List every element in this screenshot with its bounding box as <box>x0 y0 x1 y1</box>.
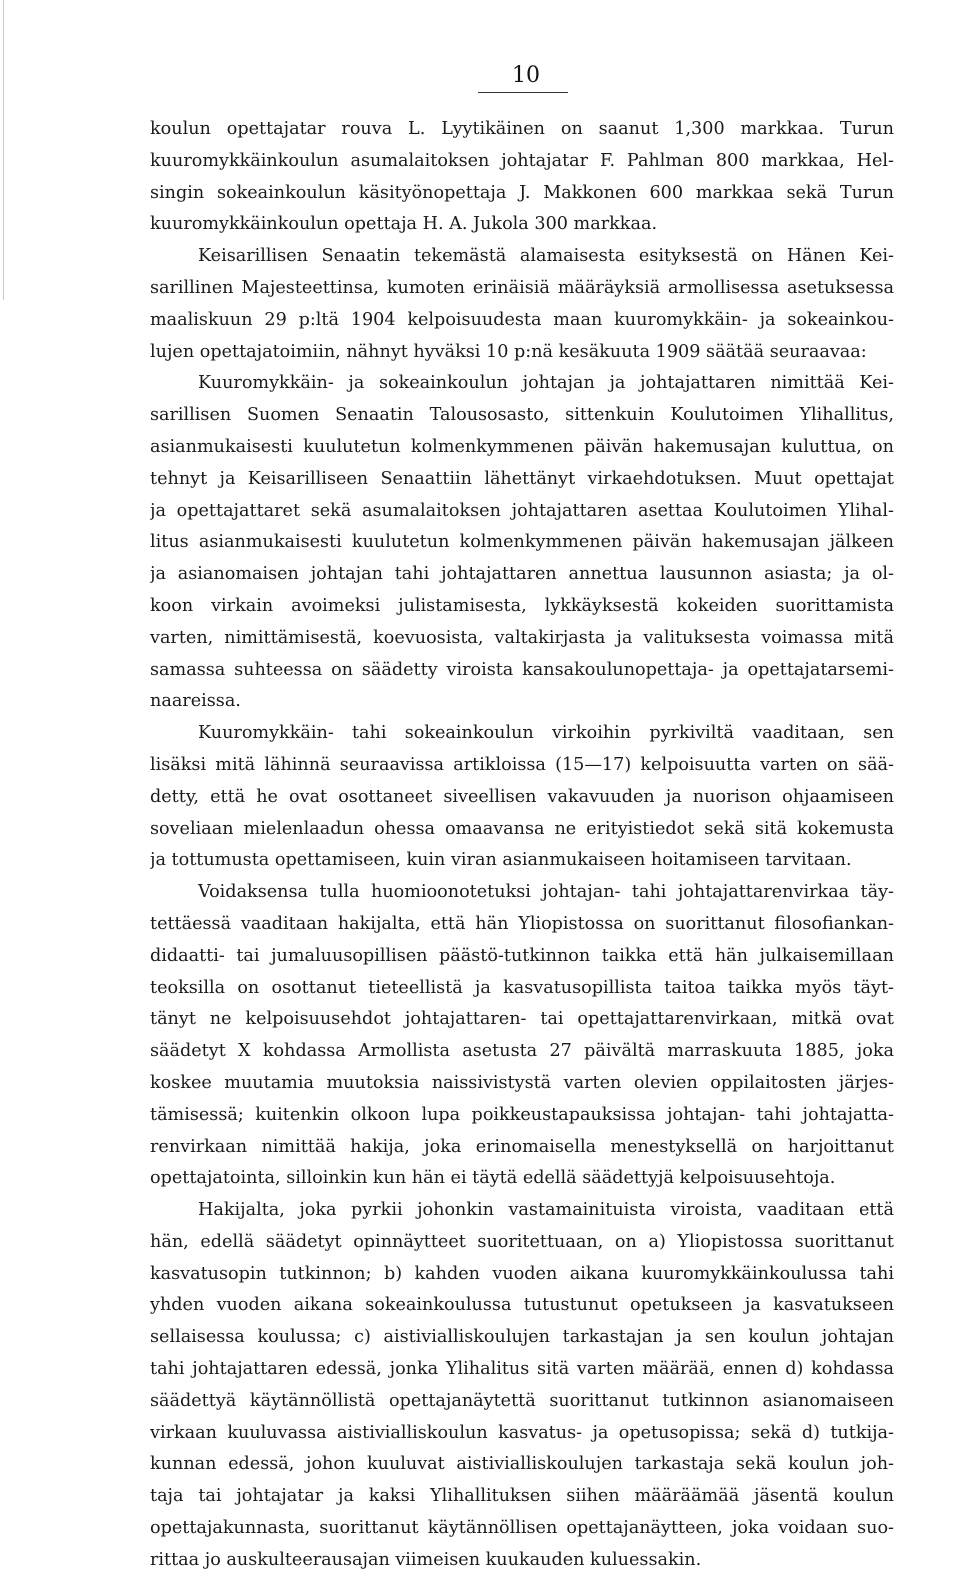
text-line: sellaisessa koulussa; c) aistivialliskoulujen tarkastajan ja sen koulun johtajan <box>150 1327 894 1348</box>
text-line: lisäksi mitä lähinnä seuraavissa artikloissa (15—17) kelpoisuutta varten on sää- <box>150 754 894 775</box>
text-line: renvirkaan nimittää hakija, joka erinomaisella menestyksellä on harjoittanut <box>150 1136 894 1157</box>
text-line: hän, edellä säädetyt opinnäytteet suoritettuaan, on a) Yliopistossa suorittanut <box>150 1231 894 1252</box>
text-line: tahi johtajattaren edessä, jonka Ylihalitus sitä varten määrää, ennen d) kohdassa <box>150 1359 894 1380</box>
text-line: kunnan edessä, johon kuuluvat aistivialliskoulujen tarkastaja sekä koulun joh- <box>150 1454 894 1475</box>
text-line: teoksilla on osottanut tieteellistä ja kasvatusopillista taitoa taikka myös täyt- <box>150 977 894 998</box>
text-line: samassa suhteessa on säädetty viroista kansakoulunopettaja- ja opettajatarsemi- <box>150 659 894 680</box>
text-line: säädettyä käytännöllistä opettajanäytettä suorittanut tutkinnon asianomaiseen <box>150 1390 894 1411</box>
text-line: tänyt ne kelpoisuusehdot johtajattaren- tai opettajattarenvirkaan, mitkä ovat <box>150 1009 894 1030</box>
text-line: singin sokeainkoulun käsityönopettaja J. Makkonen 600 markkaa sekä Turun <box>150 182 894 203</box>
text-line: naareissa. <box>150 691 241 712</box>
text-line: detty, että he ovat osottaneet siveellisen vakavuuden ja nuorison ohjaamiseen <box>150 786 894 807</box>
text-line: rittaa jo auskulteerausajan viimeisen kuukauden kuluessakin. <box>150 1549 702 1570</box>
text-line: koskee muutamia muutoksia naissivistystä varten olevien oppilaitosten järjes- <box>150 1072 894 1093</box>
text-line: opettajatointa, silloinkin kun hän ei täytä edellä säädettyjä kelpoisuusehtoja. <box>150 1168 836 1189</box>
text-line: ja tottumusta opettamiseen, kuin viran asianmukaiseen hoitamiseen tarvitaan. <box>150 850 852 871</box>
text-line: litus asianmukaisesti kuulutetun kolmenkymmenen päivän hakemusajan jälkeen <box>150 532 894 553</box>
page-number: 10 <box>512 63 540 88</box>
text-line: kuuromykkäinkoulun asumalaitoksen johtajatar F. Pahlman 800 markkaa, Hel- <box>150 150 894 171</box>
text-line: säädetyt X kohdassa Armollista asetusta 27 päivältä marraskuuta 1885, joka <box>150 1041 894 1062</box>
text-line: tämisessä; kuitenkin olkoon lupa poikkeustapauksissa johtajan- tahi johtajatta- <box>150 1104 894 1125</box>
text-line: tettäessä vaaditaan hakijalta, että hän Yliopistossa on suorittanut filosofiankan- <box>150 913 894 934</box>
text-line: ja asianomaisen johtajan tahi johtajattaren annettua lausunnon asiasta; ja ol- <box>150 564 894 585</box>
text-line: virkaan kuuluvassa aistivialliskoulun kasvatus- ja opetusopissa; sekä d) tutkija- <box>150 1422 894 1443</box>
text-line: kasvatusopin tutkinnon; b) kahden vuoden aikana kuuromykkäinkoulussa tahi <box>150 1263 894 1284</box>
text-line: koulun opettajatar rouva L. Lyytikäinen on saanut 1,300 markkaa. Turun <box>150 119 894 139</box>
text-line: didaatti- tai jumaluusopillisen päästö-tutkinnon taikka että hän julkaisemillaan <box>150 945 894 966</box>
text-line: Kuuromykkäin- ja sokeainkoulun johtajan ja johtajattaren nimittää Kei- <box>198 373 894 394</box>
text-line: sarillinen Majesteettinsa, kumoten erinäisiä määräyksiä armollisessa asetuksessa <box>150 277 894 298</box>
text-line: lujen opettajatoimiin, nähnyt hyväksi 10 p:nä kesäkuuta 1909 säätää seuraavaa: <box>150 341 867 362</box>
page-number-rule <box>478 92 568 93</box>
text-line: varten, nimittämisestä, koevuosista, valtakirjasta ja valituksesta voimassa mitä <box>150 627 894 648</box>
text-line: soveliaan mielenlaadun ohessa omaavansa ne erityistiedot sekä sitä kokemusta <box>150 818 894 839</box>
text-line: yhden vuoden aikana sokeainkoulussa tutustunut opetukseen ja kasvatukseen <box>150 1295 894 1316</box>
text-line: ja opettajattaret sekä asumalaitoksen johtajattaren asettaa Koulutoimen Ylihal- <box>150 500 894 521</box>
text-line: maaliskuun 29 p:ltä 1904 kelpoisuudesta maan kuuromykkäin- ja sokeainkou- <box>150 309 894 330</box>
body-text <box>150 114 894 1577</box>
text-line: Kuuromykkäin- tahi sokeainkoulun virkoihin pyrkiviltä vaaditaan, sen <box>198 723 894 744</box>
text-line: tehnyt ja Keisarilliseen Senaattiin lähettänyt virkaehdotuksen. Muut opettajat <box>150 468 894 489</box>
text-line: sarillisen Suomen Senaatin Talousosasto, sittenkuin Koulutoimen Ylihallitus, <box>150 405 894 426</box>
text-line: Keisarillisen Senaatin tekemästä alamaisesta esityksestä on Hänen Kei- <box>198 246 894 267</box>
text-line: koon virkain avoimeksi julistamisesta, lykkäyksestä kokeiden suorittamista <box>150 595 894 616</box>
text-line: opettajakunnasta, suorittanut käytännöllisen opettajanäytteen, joka voidaan suo- <box>150 1518 894 1539</box>
scan-edge-line <box>3 0 4 300</box>
text-line: Hakijalta, joka pyrkii johonkin vastamainituista viroista, vaaditaan että <box>198 1200 894 1221</box>
text-line: kuuromykkäinkoulun opettaja H. A. Jukola 300 markkaa. <box>150 214 658 235</box>
text-line: Voidaksensa tulla huomioonotetuksi johtajan- tahi johtajattarenvirkaa täy- <box>198 882 894 903</box>
text-line: asianmukaisesti kuulutetun kolmenkymmenen päivän hakemusajan kuluttua, on <box>150 436 894 457</box>
text-line: taja tai johtajatar ja kaksi Ylihallituksen siihen määräämää jäsentä koulun <box>150 1486 894 1507</box>
